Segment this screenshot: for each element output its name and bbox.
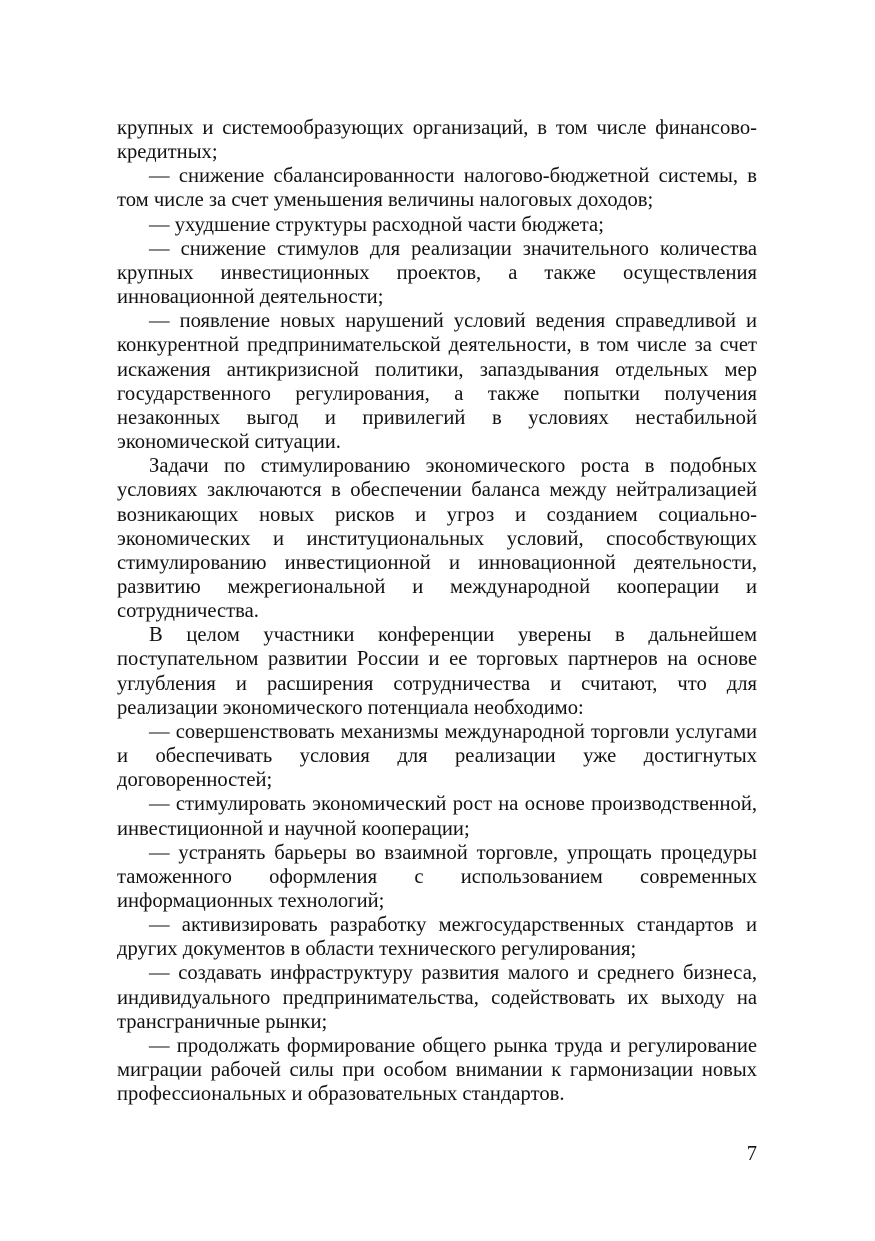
- paragraph-continuation: крупных и системообразующих организаций, в том числе финансово-кредитных;: [117, 117, 757, 164]
- list-item: — совершенствовать механизмы международной торговли услугами и обеспечивать условия для реализации уже достигнутых договоренностей;: [117, 720, 757, 792]
- list-item: — продолжать формирование общего рынка труда и регулирование миграции рабочей силы при особом внимании к гармонизации новых профессиональных и образовательных стандартов.: [117, 1034, 757, 1106]
- paragraph: Задачи по стимулированию экономического роста в подобных условиях заключаются в обеспечении баланса между нейтрализацией возникающих новых рисков и угроз и созданием социально-экономических и институциональных условий, способствующих стимулированию инвестиционной и инновационной деятельности, развитию межрегиональной и международной кооперации и сотрудничества.: [117, 455, 757, 623]
- paragraph: В целом участники конференции уверены в дальнейшем поступательном развитии России и ее торговых партнеров на основе углубления и расширения сотрудничества и считают, что для реализации экономического потенциала необходимо:: [117, 624, 757, 719]
- list-item: — снижение сбалансированности налогово-бюджетной системы, в том числе за счет уменьшения величины налоговых доходов;: [117, 165, 757, 212]
- document-body: [117, 116, 757, 1106]
- list-item: — стимулировать экономический рост на основе производственной, инвестиционной и научной кооперации;: [117, 793, 757, 840]
- list-item: — активизировать разработку межгосударственных стандартов и других документов в области технического регулирования;: [117, 914, 757, 961]
- list-item: — появление новых нарушений условий ведения справедливой и конкурентной предпринимательской деятельности, в том числе за счет искажения антикризисной политики, запаздывания отдельных мер государственного регулирования, а также попытки получения незаконных выгод и привилегий в условиях нестабильной экономической ситуации.: [117, 310, 757, 454]
- list-item: — создавать инфраструктуру развития малого и среднего бизнеса, индивидуального предпринимательства, содействовать их выходу на трансграничные рынки;: [117, 962, 757, 1033]
- list-item: — устранять барьеры во взаимной торговле, упрощать процедуры таможенного оформления с использованием современных информационных технологий;: [117, 841, 757, 912]
- page-number: 7: [746, 1143, 757, 1165]
- list-item: — ухудшение структуры расходной части бюджета;: [149, 213, 604, 236]
- list-item: — снижение стимулов для реализации значительного количества крупных инвестиционных проектов, а также осуществления инновационной деятельности;: [117, 237, 757, 309]
